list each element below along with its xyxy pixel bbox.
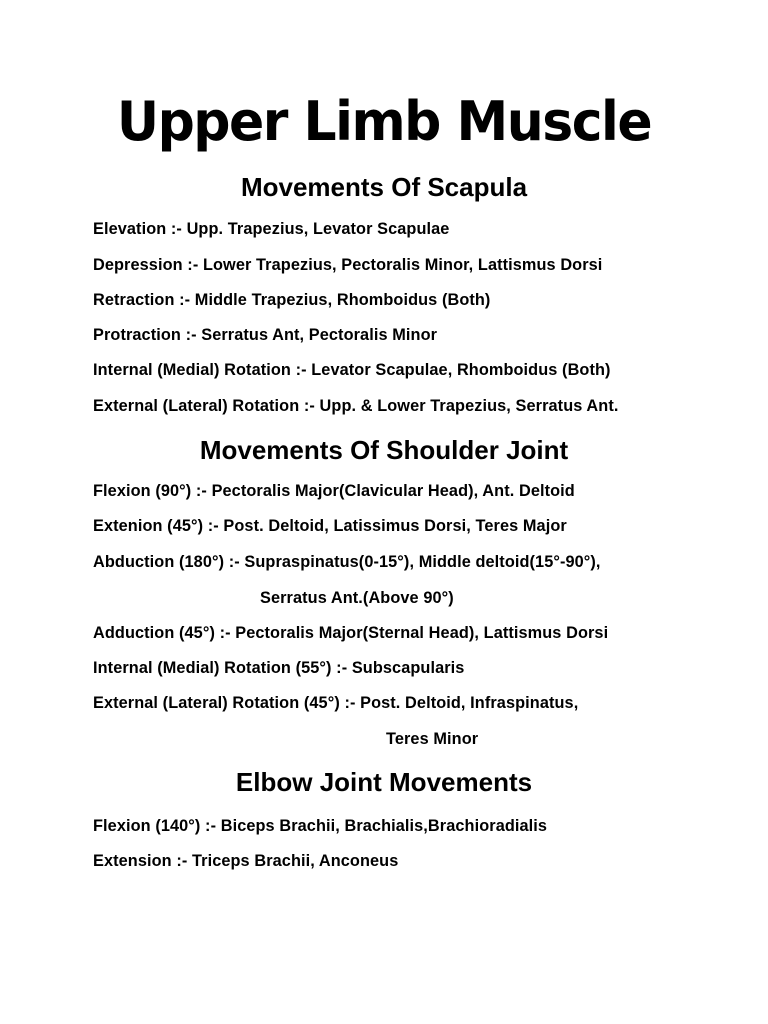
elbow-flexion-line: Flexion (140°) :- Biceps Brachii, Brachialis,Brachioradialis [93,817,548,835]
shoulder-flexion-line: Flexion (90°) :- Pectoralis Major(Clavicular Head), Ant. Deltoid [93,482,575,500]
document-title: Upper Limb Muscle [116,90,652,154]
section-heading-scapula: Movements Of Scapula [240,172,528,202]
elbow-extension-line: Extension :- Triceps Brachii, Anconeus [93,852,399,870]
shoulder-internal-rotation-line: Internal (Medial) Rotation (55°) :- Subscapularis [93,659,465,677]
section-heading-shoulder: Movements Of Shoulder Joint [199,435,569,465]
shoulder-abduction-line: Abduction (180°) :- Supraspinatus(0-15°), Middle deltoid(15°-90°), [93,553,601,571]
shoulder-external-rotation-line: External (Lateral) Rotation (45°) :- Post. Deltoid, Infraspinatus, [93,694,579,712]
shoulder-abduction-continuation: Serratus Ant.(Above 90°) [260,589,454,607]
shoulder-adduction-line: Adduction (45°) :- Pectoralis Major(Sternal Head), Lattismus Dorsi [93,624,609,642]
scapula-external-rotation-line: External (Lateral) Rotation :- Upp. & Lower Trapezius, Serratus Ant. [93,397,619,415]
scapula-internal-rotation-line: Internal (Medial) Rotation :- Levator Scapulae, Rhomboidus (Both) [93,361,611,379]
shoulder-extension-line: Extenion (45°) :- Post. Deltoid, Latissimus Dorsi, Teres Major [93,517,567,535]
scapula-protraction-line: Protraction :- Serratus Ant, Pectoralis Minor [93,326,438,344]
section-heading-elbow: Elbow Joint Movements [235,767,533,797]
scapula-elevation-line: Elevation :- Upp. Trapezius, Levator Scapulae [93,220,450,238]
scapula-retraction-line: Retraction :- Middle Trapezius, Rhomboidus (Both) [93,291,491,309]
shoulder-external-rotation-continuation: Teres Minor [386,730,479,748]
scapula-depression-line: Depression :- Lower Trapezius, Pectoralis Minor, Lattismus Dorsi [93,256,603,274]
